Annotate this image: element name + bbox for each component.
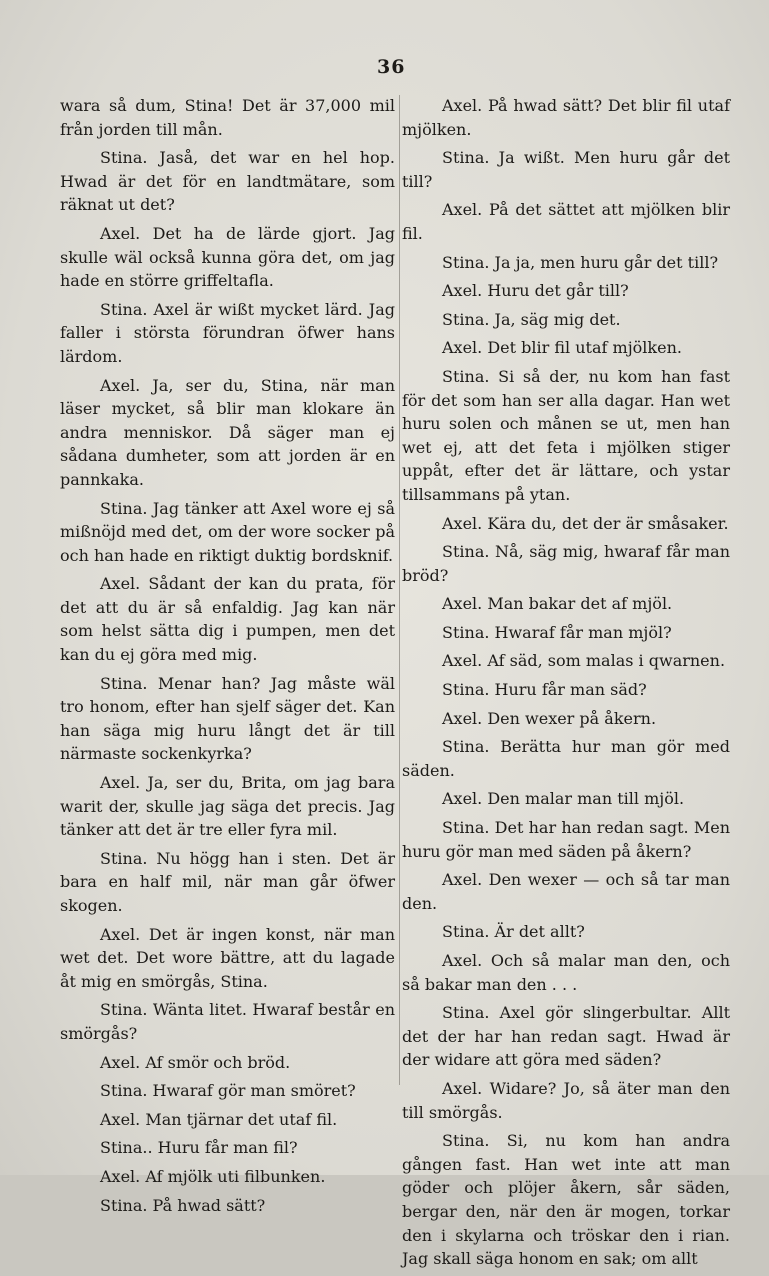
dialogue-paragraph: Axel. Man tjärnar det utaf fil.	[100, 1109, 338, 1129]
dialogue-paragraph: Stina. Ja ja, men huru går det till?	[442, 252, 719, 272]
dialogue-paragraph: Axel. Och så malar man den, och så bakar man den . . .	[402, 951, 730, 994]
left-column	[60, 94, 395, 1222]
dialogue-paragraph: Stina. Ja wißt. Men huru går det till?	[402, 148, 730, 191]
dialogue-paragraph: Stina. Hwaraf gör man smöret?	[100, 1081, 356, 1101]
page-number: 36	[377, 56, 406, 78]
dialogue-paragraph: Axel. Huru det går till?	[442, 281, 629, 301]
dialogue-paragraph: Axel. Den wexer på åkern.	[442, 708, 657, 728]
dialogue-paragraph: Axel. Kära du, det der är småsaker.	[442, 513, 729, 533]
dialogue-paragraph: Stina. Wänta litet. Hwaraf består en smörgås?	[60, 1000, 395, 1043]
dialogue-paragraph: Stina. På hwad sätt?	[100, 1195, 266, 1215]
dialogue-paragraph: Stina. Jag tänker att Axel wore ej så mißnöjd med det, om der wore socker på och han hade en riktigt duktig bordsknif.	[60, 498, 395, 565]
dialogue-paragraph: Axel. Den malar man till mjöl.	[442, 789, 685, 809]
dialogue-paragraph: Axel. Det ha de lärde gjort. Jag skulle wäl också kunna göra det, om jag hade en större griffeltafla.	[60, 223, 395, 291]
dialogue-paragraph: Stina.. Huru får man fil?	[100, 1138, 298, 1158]
dialogue-paragraph: Stina. Nu högg han i sten. Det är bara en half mil, när man går öfwer skogen.	[60, 848, 395, 915]
dialogue-paragraph: Stina. Si så der, nu kom han fast för det som han ser alla dagar. Han wet huru solen och månen se ut, men han wet ej, att det feta i mjölken stiger uppåt, efter det är lättare, och ystar tillsammans på ytan.	[402, 366, 730, 504]
dialogue-paragraph: Axel. Man bakar det af mjöl.	[442, 594, 673, 614]
dialogue-paragraph: Axel. Af mjölk uti filbunken.	[100, 1166, 326, 1186]
right-column	[402, 94, 730, 1276]
dialogue-paragraph: Stina. Huru får man säd?	[442, 680, 647, 700]
dialogue-paragraph: Stina. Menar han? Jag måste wäl tro honom, efter han sjelf säger det. Kan han säga mig huru långt det är till närmaste sockenkyrka?	[60, 673, 395, 764]
dialogue-paragraph: Axel. Sådant der kan du prata, för det att du är så enfaldig. Jag kan när som helst sätta dig i pumpen, men det kan du ej göra med mig.	[60, 574, 395, 665]
dialogue-paragraph: Axel. Af säd, som malas i qwarnen.	[442, 651, 726, 671]
dialogue-paragraph: Stina. Berätta hur man gör med säden.	[402, 737, 730, 780]
column-divider	[399, 95, 400, 1085]
dialogue-paragraph: Stina. Hwaraf får man mjöl?	[442, 622, 672, 642]
dialogue-paragraph: Stina. Det har han redan sagt. Men huru gör man med säden på åkern?	[402, 818, 730, 861]
dialogue-paragraph: Axel. Ja, ser du, Stina, när man läser mycket, så blir man klokare än andra menniskor. Då säger man ej sådana dumheter, som att jorden är en pannkaka.	[60, 375, 395, 489]
dialogue-paragraph: Stina. Axel är wißt mycket lärd. Jag faller i största förundran öfwer hans lärdom.	[60, 299, 395, 366]
dialogue-paragraph: Axel. Widare? Jo, så äter man den till smörgås.	[402, 1078, 730, 1122]
dialogue-paragraph: Axel. Den wexer — och så tar man den.	[402, 870, 730, 913]
dialogue-paragraph: Axel. Det är ingen konst, när man wet det. Det wore bättre, att du lagade åt mig en smörgås, Stina.	[60, 924, 395, 991]
dialogue-paragraph: Stina. Nå, säg mig, hwaraf får man bröd?	[402, 542, 730, 585]
dialogue-paragraph: Stina. Si, nu kom han andra gången fast. Han wet inte att man göder och plöjer åkern, sår säden, bergar den, när den är mogen, torkar den i skylarna och tröskar den i rian. Jag skall säga honom en sak; om allt	[402, 1131, 730, 1269]
dialogue-paragraph: Axel. På det sättet att mjölken blir fil.	[402, 200, 730, 243]
dialogue-paragraph: Stina. Jaså, det war en hel hop. Hwad är det för en landtmätare, som räknat ut det?	[60, 148, 395, 215]
dialogue-paragraph: Axel. Ja, ser du, Brita, om jag bara warit der, skulle jag säga det precis. Jag tänker att det är tre eller fyra mil.	[60, 773, 395, 840]
dialogue-paragraph: wara så dum, Stina! Det är 37,000 mil från jorden till mån.	[60, 96, 395, 139]
dialogue-paragraph: Axel. Det blir fil utaf mjölken.	[442, 338, 682, 358]
dialogue-paragraph: Stina. Ja, säg mig det.	[442, 309, 621, 329]
dialogue-paragraph: Axel. På hwad sätt? Det blir fil utaf mjölken.	[402, 96, 730, 139]
dialogue-paragraph: Stina. Axel gör slingerbultar. Allt det der har han redan sagt. Hwad är der widare att göra med säden?	[402, 1003, 730, 1070]
dialogue-paragraph: Stina. Är det allt?	[442, 922, 585, 942]
dialogue-paragraph: Axel. Af smör och bröd.	[100, 1052, 291, 1072]
